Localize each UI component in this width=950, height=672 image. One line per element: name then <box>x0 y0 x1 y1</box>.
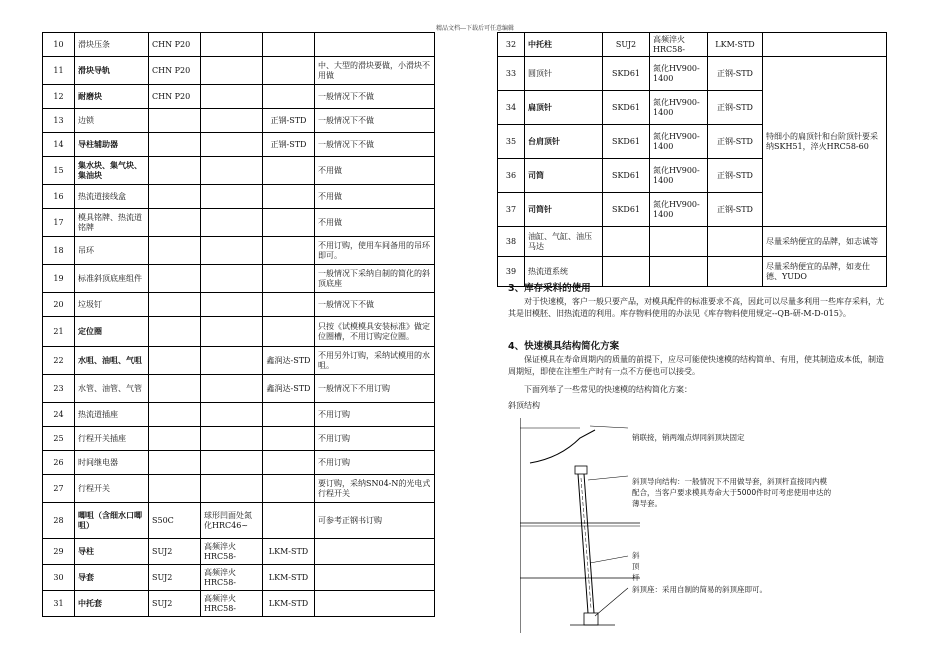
cell-note: 不用另外订购，采纳试模用的水咀。 <box>315 347 435 375</box>
cell-brand <box>263 427 315 451</box>
cell-note: 不用订购 <box>315 427 435 451</box>
cell-name: 定位圈 <box>75 317 149 347</box>
cell-no: 37 <box>498 193 525 227</box>
cell-brand: LKM-STD <box>263 565 315 591</box>
cell-brand: LKM-STD <box>263 591 315 617</box>
cell-brand <box>263 317 315 347</box>
cell-spec: SUJ2 <box>149 591 201 617</box>
section4-body: 保证模具在寿命周期内的质量的前提下，应尽可能使快速模的结构简单、有用，使其制造成本低，制造周期短，即使在注塑生产时有一点不方便也可以接受。 <box>508 355 884 376</box>
cell-no: 33 <box>498 57 525 91</box>
cell-proc <box>650 227 708 257</box>
cell-brand <box>263 451 315 475</box>
cell-no: 10 <box>43 33 75 57</box>
cell-brand: 正钢-STD <box>708 57 763 91</box>
cell-no: 28 <box>43 503 75 539</box>
section4-intro: 下面列举了一些常见的快速模的结构简化方案： <box>524 385 692 394</box>
cell-proc <box>201 85 263 109</box>
parts-table-left <box>42 32 435 617</box>
cell-brand <box>263 57 315 85</box>
cell-brand <box>263 33 315 57</box>
table-row <box>43 565 435 591</box>
cell-name: 集水块、集气块、集油块 <box>75 157 149 185</box>
cell-no: 22 <box>43 347 75 375</box>
cell-note: 不用做 <box>315 209 435 237</box>
cell-brand: LKM-STD <box>263 539 315 565</box>
cell-note <box>763 33 887 57</box>
cell-name: 导套 <box>75 565 149 591</box>
table-row <box>43 451 435 475</box>
cell-spec <box>149 109 201 133</box>
cell-note <box>315 33 435 57</box>
cell-proc <box>201 157 263 185</box>
parts-table-right <box>497 32 887 287</box>
cell-spec: SUJ2 <box>603 33 650 57</box>
table-row <box>43 591 435 617</box>
cell-proc <box>201 237 263 265</box>
table-row <box>43 427 435 451</box>
cell-note <box>315 565 435 591</box>
cell-brand <box>263 475 315 503</box>
cell-proc <box>201 347 263 375</box>
cell-name: 垃圾钉 <box>75 293 149 317</box>
cell-brand <box>263 157 315 185</box>
cell-name: 中托柱 <box>525 33 603 57</box>
table-row <box>43 317 435 347</box>
cell-proc: 球形凹面处氮化HRC46~ <box>201 503 263 539</box>
cell-name: 滑块压条 <box>75 33 149 57</box>
cell-proc <box>650 257 708 287</box>
table-row <box>43 57 435 85</box>
cell-no: 34 <box>498 91 525 125</box>
cell-spec: SUJ2 <box>149 539 201 565</box>
cell-no: 30 <box>43 565 75 591</box>
cell-brand: 正钢-STD <box>263 109 315 133</box>
cell-proc: 高频淬火HRC58- <box>201 565 263 591</box>
cell-brand: 正钢-STD <box>708 193 763 227</box>
cell-name: 边锁 <box>75 109 149 133</box>
cell-proc: 高频淬火HRC58- <box>650 33 708 57</box>
cell-spec: SKD61 <box>603 57 650 91</box>
cell-no: 13 <box>43 109 75 133</box>
cell-name: 水咀、油咀、气咀 <box>75 347 149 375</box>
cell-proc <box>201 475 263 503</box>
cell-no: 11 <box>43 57 75 85</box>
cell-proc <box>201 185 263 209</box>
cell-name: 热流道插座 <box>75 403 149 427</box>
cell-proc: 氮化HV900-1400 <box>650 159 708 193</box>
table-row <box>43 157 435 185</box>
cell-spec <box>149 347 201 375</box>
cell-note: 不用做 <box>315 185 435 209</box>
cell-brand <box>263 293 315 317</box>
cell-spec: CHN P20 <box>149 57 201 85</box>
cell-brand <box>263 85 315 109</box>
cell-spec <box>149 475 201 503</box>
cell-proc <box>201 57 263 85</box>
cell-spec: SKD61 <box>603 91 650 125</box>
section3-body: 对于快速模，客户一般只要产品，对模具配件的标准要求不高，因此可以尽量多利用一些库存采料，尤其是旧模胚、旧热流道的利用。库存物料使用的办法见《库存物料使用规定--QB-研-M-D-015》。 <box>508 297 884 318</box>
cell-name: 中托套 <box>75 591 149 617</box>
cell-proc <box>201 133 263 157</box>
cell-note: 可参考正钢书订购 <box>315 503 435 539</box>
cell-name: 水管、油管、气管 <box>75 375 149 403</box>
cell-spec <box>149 293 201 317</box>
cell-note: 不用订购，使用车间备用的吊环即可。 <box>315 237 435 265</box>
cell-spec <box>149 451 201 475</box>
diagram-label-rod: 斜顶杆 <box>632 551 640 582</box>
cell-note: 尽量采纳便宜的品牌，如麦仕德、YUDO <box>763 257 887 287</box>
diagram-label-pin: 销联接，销两端点焊同斜顶块固定 <box>632 433 745 442</box>
merged-note: 特细小的扁顶针和台阶顶针要采纳SKH51，淬火HRC58-60 <box>763 57 887 227</box>
table-row <box>43 33 435 57</box>
cell-note: 不用订购 <box>315 451 435 475</box>
table-row <box>43 347 435 375</box>
cell-name: 司筒针 <box>525 193 603 227</box>
cell-note <box>315 591 435 617</box>
cell-no: 15 <box>43 157 75 185</box>
cell-spec: CHN P20 <box>149 33 201 57</box>
cell-proc <box>201 375 263 403</box>
cell-no: 35 <box>498 125 525 159</box>
cell-proc: 高频淬火HRC58- <box>201 591 263 617</box>
table-row <box>43 475 435 503</box>
cell-brand: LKM-STD <box>708 33 763 57</box>
cell-name: 标准斜顶底座组件 <box>75 265 149 293</box>
cell-no: 17 <box>43 209 75 237</box>
table-row <box>43 293 435 317</box>
cell-note: 一般情况下不做 <box>315 109 435 133</box>
cell-name: 吊环 <box>75 237 149 265</box>
cell-name: 油缸、气缸、油压马达 <box>525 227 603 257</box>
table-row <box>498 57 887 91</box>
cell-note: 要订购，采纳SN04-N的光电式行程开关 <box>315 475 435 503</box>
cell-brand <box>263 503 315 539</box>
cell-spec <box>149 317 201 347</box>
cell-name: 热流道系统 <box>525 257 603 287</box>
cell-proc <box>201 265 263 293</box>
cell-name: 台肩顶针 <box>525 125 603 159</box>
cell-note: 一般情况下不做 <box>315 85 435 109</box>
cell-spec <box>149 375 201 403</box>
cell-spec: SKD61 <box>603 193 650 227</box>
cell-spec <box>149 403 201 427</box>
cell-name: 导柱 <box>75 539 149 565</box>
table-row <box>43 185 435 209</box>
cell-no: 18 <box>43 237 75 265</box>
cell-no: 23 <box>43 375 75 403</box>
cell-proc: 氮化HV900-1400 <box>650 57 708 91</box>
cell-brand <box>263 265 315 293</box>
cell-proc: 高频淬火HRC58- <box>201 539 263 565</box>
cell-note: 尽量采纳便宜的品牌，如志诚等 <box>763 227 887 257</box>
cell-brand: 正钢-STD <box>708 159 763 193</box>
cell-no: 19 <box>43 265 75 293</box>
cell-no: 32 <box>498 33 525 57</box>
cell-note: 一般情况下采纳自制的简化的斜顶底座 <box>315 265 435 293</box>
cell-name: 司筒 <box>525 159 603 193</box>
cell-spec <box>149 209 201 237</box>
cell-no: 16 <box>43 185 75 209</box>
cell-proc: 氮化HV900-1400 <box>650 193 708 227</box>
diagram-label-base: 斜顶座：采用自制的简易的斜顶座即可。 <box>632 585 767 594</box>
cell-proc: 氮化HV900-1400 <box>650 125 708 159</box>
cell-proc <box>201 403 263 427</box>
cell-no: 38 <box>498 227 525 257</box>
cell-spec: SKD61 <box>603 125 650 159</box>
header-note: 精品文档---下载后可任意编辑 <box>435 25 515 32</box>
cell-spec <box>149 133 201 157</box>
cell-no: 24 <box>43 403 75 427</box>
cell-brand: 鑫润达-STD <box>263 375 315 403</box>
cell-name: 行程开关 <box>75 475 149 503</box>
cell-name: 扁顶针 <box>525 91 603 125</box>
cell-name: 时间继电器 <box>75 451 149 475</box>
cell-name: 模具铭牌、热流道铭牌 <box>75 209 149 237</box>
table-row <box>43 109 435 133</box>
cell-proc: 氮化HV900-1400 <box>650 91 708 125</box>
cell-brand <box>263 185 315 209</box>
cell-spec: SUJ2 <box>149 565 201 591</box>
cell-no: 12 <box>43 85 75 109</box>
cell-name: 唧咀（含细水口唧咀） <box>75 503 149 539</box>
cell-name: 热流道接线盒 <box>75 185 149 209</box>
cell-no: 36 <box>498 159 525 193</box>
cell-name: 行程开关插座 <box>75 427 149 451</box>
cell-spec <box>149 157 201 185</box>
cell-no: 29 <box>43 539 75 565</box>
table-row <box>43 209 435 237</box>
table-row <box>43 237 435 265</box>
cell-spec <box>149 237 201 265</box>
cell-no: 20 <box>43 293 75 317</box>
cell-no: 25 <box>43 427 75 451</box>
cell-proc <box>201 293 263 317</box>
cell-spec: CHN P20 <box>149 85 201 109</box>
cell-proc <box>201 317 263 347</box>
cell-spec <box>603 227 650 257</box>
cell-name: 圆顶针 <box>525 57 603 91</box>
cell-note: 一般情况下不用订购 <box>315 375 435 403</box>
cell-brand <box>708 257 763 287</box>
lifter-diagram <box>520 418 832 637</box>
cell-note: 只按《试模模具安装标准》做定位圈槽，不用订购定位圈。 <box>315 317 435 347</box>
cell-no: 21 <box>43 317 75 347</box>
cell-no: 27 <box>43 475 75 503</box>
section4-title: 4、快速模具结构简化方案 <box>508 341 620 352</box>
table-row <box>43 375 435 403</box>
cell-no: 39 <box>498 257 525 287</box>
section4-subtitle: 斜顶结构 <box>508 401 540 410</box>
cell-brand <box>263 237 315 265</box>
table-row <box>43 85 435 109</box>
diagram-label-guide: 斜顶导向结构：一般情况下不用做导套，斜顶杆直接同内模配合，当客户要求模具寿命大于5000件时可考虑使用申达的薄导套。 <box>632 477 832 508</box>
table-row <box>43 403 435 427</box>
section3-title: 3、库存采料的使用 <box>508 283 591 294</box>
cell-brand: 正钢-STD <box>263 133 315 157</box>
cell-spec <box>149 265 201 293</box>
cell-no: 31 <box>43 591 75 617</box>
cell-proc <box>201 427 263 451</box>
cell-name: 耐磨块 <box>75 85 149 109</box>
cell-note: 中、大型的滑块要做，小滑块不用做 <box>315 57 435 85</box>
cell-note: 不用订购 <box>315 403 435 427</box>
cell-brand <box>708 227 763 257</box>
cell-spec <box>149 427 201 451</box>
cell-proc <box>201 209 263 237</box>
table-row <box>43 133 435 157</box>
cell-spec: SKD61 <box>603 159 650 193</box>
cell-name: 滑块导轨 <box>75 57 149 85</box>
cell-proc <box>201 33 263 57</box>
cell-no: 14 <box>43 133 75 157</box>
cell-spec <box>149 185 201 209</box>
cell-brand <box>263 209 315 237</box>
cell-brand: 正钢-STD <box>708 125 763 159</box>
cell-spec <box>603 257 650 287</box>
cell-spec: S50C <box>149 503 201 539</box>
cell-brand: 正钢-STD <box>708 91 763 125</box>
table-row <box>43 265 435 293</box>
cell-brand <box>263 403 315 427</box>
cell-proc <box>201 451 263 475</box>
cell-proc <box>201 109 263 133</box>
cell-note: 不用做 <box>315 157 435 185</box>
cell-note <box>315 539 435 565</box>
table-row <box>498 33 887 57</box>
cell-note: 一般情况下不做 <box>315 133 435 157</box>
cell-name: 导柱辅助器 <box>75 133 149 157</box>
cell-note: 一般情况下不做 <box>315 293 435 317</box>
cell-brand: 鑫润达-STD <box>263 347 315 375</box>
table-row <box>498 227 887 257</box>
lifter-drawing <box>520 418 640 633</box>
table-row <box>43 539 435 565</box>
table-row <box>43 503 435 539</box>
cell-no: 26 <box>43 451 75 475</box>
